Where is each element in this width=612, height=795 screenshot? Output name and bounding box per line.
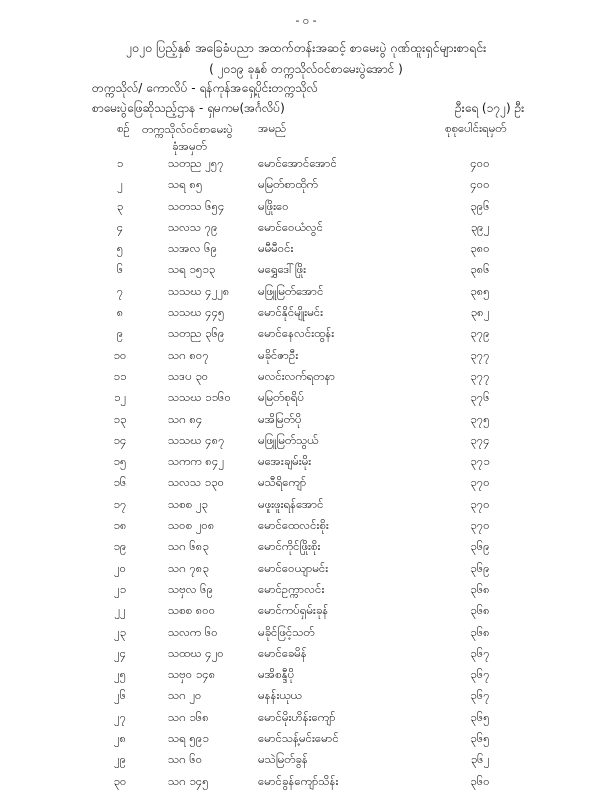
- row-name: မမီမီဝင်း: [258, 241, 294, 256]
- row-roll-number: သထဃ ၄၂၀: [168, 645, 224, 660]
- header-roll-line2: ခုံအမှတ်: [172, 139, 207, 153]
- row-name: မမြတ်စုရိပ်: [258, 390, 304, 405]
- row-marks: ၃၇၀: [470, 518, 490, 533]
- row-marks: ၄၀၀: [470, 156, 490, 170]
- row-number: ၅: [116, 241, 124, 256]
- row-marks: ၃၈၆: [470, 262, 490, 277]
- table-row: [0, 582, 612, 603]
- table-row: [0, 497, 612, 518]
- row-roll-number: သသဃ ၄၂၂၈: [168, 283, 230, 298]
- row-marks: ၃၆၈: [470, 624, 490, 639]
- row-roll-number: သသဃ ၄၈၇: [168, 432, 225, 447]
- row-name: မောင်ဥက္ကာလင်း: [258, 581, 325, 596]
- row-roll-number: သဂ ၁၄၅: [168, 773, 209, 788]
- row-name: မခိုင်ဖြင့်သတ်: [258, 624, 315, 639]
- row-marks: ၃၇၀: [470, 496, 490, 511]
- row-number: ၂၇: [113, 709, 127, 724]
- table-row: [0, 752, 612, 773]
- row-name: မဖြူမြတ်အောင်: [258, 283, 324, 298]
- row-roll-number: သဒပ ၃၀: [168, 368, 209, 383]
- row-marks: ၃၆၉: [470, 539, 490, 554]
- table-row: [0, 241, 612, 262]
- row-marks: ၃၆၇: [470, 645, 490, 660]
- header-name: အမည်: [258, 121, 287, 135]
- row-number: ၇: [116, 283, 124, 298]
- row-number: ၆: [116, 262, 124, 277]
- row-roll-number: သဂ ၁၆၈: [168, 709, 209, 724]
- table-row: [0, 539, 612, 560]
- row-roll-number: သဝစ ၂၀၈: [168, 518, 215, 533]
- row-marks: ၃၆၅: [470, 709, 490, 724]
- row-number: ၂၆: [113, 688, 127, 703]
- row-marks: ၃၇၁: [470, 454, 490, 469]
- row-name: မနန်းယုယ: [258, 688, 302, 703]
- row-name: မောင်ဝေယျာမင်း: [258, 560, 329, 575]
- total-count: ဦးရေ (၁၇၂) ဦး: [455, 101, 525, 115]
- row-roll-number: သလသ ၁၃၀: [168, 475, 225, 490]
- row-name: မအိစန္ဒီပို: [258, 667, 295, 682]
- table-row: [0, 688, 612, 709]
- table-row: [0, 710, 612, 731]
- row-roll-number: သလက ၆၀: [168, 624, 218, 639]
- table-row: [0, 518, 612, 539]
- row-name: မဖြိုးဝေ: [258, 198, 289, 213]
- row-roll-number: သလသ ၇၉: [168, 219, 218, 234]
- row-number: ၁၀: [113, 347, 127, 362]
- row-marks: ၃၆၈: [470, 581, 490, 596]
- header-roll: [142, 121, 233, 155]
- row-number: ၂၈: [113, 731, 127, 746]
- row-roll-number: သဂ ၆၈၃: [168, 539, 209, 554]
- row-marks: ၃၈၂: [470, 305, 490, 320]
- row-number: ၁၈: [113, 518, 127, 533]
- row-roll-number: သရ ၁၅၁၃: [168, 262, 216, 277]
- row-name: မောင်ထေလင်းစိုး: [258, 518, 329, 533]
- row-roll-number: သဂ ၇၈၃: [168, 560, 209, 575]
- row-number: ၈: [116, 305, 124, 320]
- row-roll-number: သအလ ၆၉: [168, 241, 218, 256]
- table-row: [0, 177, 612, 198]
- row-number: ၃: [116, 198, 124, 213]
- row-roll-number: သကက ၈၄၂: [168, 454, 224, 469]
- table-row: [0, 326, 612, 347]
- row-name: မောင်နိုင်မျိုးမင်း: [258, 305, 324, 320]
- row-marks: ၃၇၇: [470, 347, 490, 362]
- row-marks: ၃၇၉: [470, 326, 490, 341]
- row-number: ၁: [116, 156, 124, 170]
- row-roll-number: သသဃ ၄၄၅: [168, 305, 225, 320]
- row-name: မခိုင်ဇာဦး: [258, 347, 299, 362]
- results-table: [0, 156, 612, 795]
- row-number: ၁၉: [113, 539, 127, 554]
- document-subtitle: ( ၂၀၁၉ ခုနှစ် တက္ကသိုလ်ဝင်စာမေးပွဲအောင် ): [209, 62, 403, 76]
- row-marks: ၃၉၆: [470, 198, 490, 213]
- row-roll-number: သဂ ၈၀၇: [168, 347, 209, 362]
- row-number: ၂၂: [114, 603, 126, 618]
- row-number: ၉: [116, 326, 124, 341]
- row-roll-number: သဂ ၂၀: [168, 688, 202, 703]
- table-row: [0, 412, 612, 433]
- row-number: ၁၃: [113, 411, 127, 426]
- table-row: [0, 262, 612, 283]
- row-name: မောင်ကိုင်ဖြိုးစိုး: [258, 539, 321, 554]
- row-number: ၃၀: [113, 773, 127, 788]
- table-row: [0, 603, 612, 624]
- row-name: မောင်မိုးဟိန်းကျော်: [258, 709, 336, 724]
- row-number: ၂၁: [113, 581, 127, 596]
- row-marks: ၃၉၂: [470, 219, 490, 234]
- table-row: [0, 220, 612, 241]
- row-marks: ၃၆၇: [470, 688, 490, 703]
- table-row: [0, 625, 612, 646]
- row-name: မောင်နေလင်းထွန်း: [258, 326, 335, 341]
- row-number: ၂၉: [113, 752, 127, 767]
- row-roll-number: သရ ၅၉၁: [168, 731, 209, 746]
- row-roll-number: သဂ ၈၄: [168, 411, 203, 426]
- table-row: [0, 284, 612, 305]
- row-name: မောင်အောင်အောင်: [258, 156, 337, 170]
- header-marks: စုစုပေါင်းရမှတ်: [445, 121, 507, 135]
- table-row: [0, 731, 612, 752]
- row-marks: ၃၈၀: [470, 241, 490, 256]
- table-row: [0, 433, 612, 454]
- row-name: မောင်ခေမိန်: [258, 645, 307, 660]
- table-row: [0, 369, 612, 390]
- table-row: [0, 646, 612, 667]
- table-row: [0, 156, 612, 177]
- row-marks: ၃၇၀: [470, 475, 490, 490]
- row-number: ၂၀: [113, 560, 127, 575]
- row-number: ၂၅: [113, 667, 127, 682]
- header-no: စဉ်: [117, 121, 130, 135]
- row-number: ၄: [116, 219, 124, 234]
- table-row: [0, 348, 612, 369]
- row-roll-number: သဂ ၆၀: [168, 752, 203, 767]
- row-name: မဖူးဖူးရန်အောင်: [258, 496, 324, 511]
- row-number: ၁၆: [113, 475, 127, 490]
- table-row: [0, 199, 612, 220]
- row-marks: ၃၆၂: [470, 752, 490, 767]
- row-roll-number: သသဃ ၁၁၆၀: [168, 390, 231, 405]
- university-line: တက္ကသိုလ်/ ကောလိပ် - ရန်ကုန်အရှေ့ပိုင်းတက္ကသိုလ်: [92, 81, 318, 95]
- row-roll-number: သဗှဝ ၁၄၈: [168, 667, 216, 682]
- row-marks: ၃၆၈: [470, 603, 490, 618]
- row-name: မသဲမြတ်ခွန်: [258, 752, 308, 767]
- row-marks: ၃၈၅: [470, 283, 490, 298]
- row-roll-number: သတည ၃၆၉: [168, 326, 225, 341]
- table-row: [0, 667, 612, 688]
- row-name: မသီရိကျော်: [258, 475, 307, 490]
- row-name: မအိမြတ်ပို: [258, 411, 302, 426]
- row-roll-number: သဗှလ ၆၉: [168, 581, 214, 596]
- row-marks: ၃၇၇: [470, 368, 490, 383]
- row-number: ၁၅: [113, 454, 127, 469]
- table-row: [0, 305, 612, 326]
- row-marks: ၄၀၀: [470, 177, 490, 192]
- row-roll-number: သတသ ၆၅၄: [168, 198, 225, 213]
- row-name: မအေးချမ်းမိုး: [258, 454, 312, 469]
- table-row: [0, 475, 612, 496]
- table-row: [0, 454, 612, 475]
- row-marks: ၃၆၇: [470, 667, 490, 682]
- table-row: [0, 390, 612, 411]
- row-marks: ၃၆၀: [470, 773, 490, 788]
- row-name: မရွှေဒေါ်ဖြိုး: [258, 262, 307, 277]
- row-number: ၁၂: [113, 390, 127, 405]
- row-roll-number: သရ ၈၅: [168, 177, 203, 192]
- row-number: ၂၃: [113, 624, 127, 639]
- row-name: မောင်သန့်မင်းမောင်: [258, 731, 339, 746]
- row-name: မောင်ခွန်ကျော်သိန်း: [258, 773, 339, 788]
- row-marks: ၃၇၆: [470, 390, 490, 405]
- row-number: ၂: [117, 177, 123, 192]
- row-marks: ၃၆၉: [470, 560, 490, 575]
- row-roll-number: သစစ ၂၃: [168, 496, 208, 511]
- row-marks: ၃၇၄: [470, 432, 490, 447]
- document-title: ၂၀၂၀ ပြည့်နှစ် အခြေခံပညာ အထက်တန်းအဆင့် စာမေးပွဲ ဂုဏ်ထူးရှင်များစာရင်း: [125, 40, 487, 55]
- row-name: မောင်ကပ်ရှမ်းခုန်: [258, 603, 329, 618]
- row-name: မမြတ်စာထိုက်: [258, 177, 318, 192]
- page-number: - ၀ -: [295, 14, 317, 27]
- row-roll-number: သစစ ၈၀၀: [168, 603, 216, 618]
- row-marks: ၃၆၅: [470, 731, 490, 746]
- row-marks: ၃၇၅: [470, 411, 490, 426]
- row-roll-number: သတည ၂၅၇: [168, 156, 224, 170]
- header-roll-line1: တက္ကသိုလ်ဝင်စာမေးပွဲ: [142, 122, 233, 136]
- row-number: ၂၄: [113, 645, 127, 660]
- row-name: မောင်ဝေယံလွင်: [258, 219, 323, 234]
- table-row: [0, 561, 612, 582]
- row-number: ၁၇: [113, 496, 127, 511]
- row-number: ၁၁: [113, 368, 127, 383]
- exam-center-line: စာမေးပွဲဖြေဆိုသည့်ဌာန - ရှမကမ(အင်္ဂလိပ်): [92, 101, 285, 115]
- row-number: ၁၄: [113, 432, 127, 447]
- row-name: မဖြူမြတ်သွယ်: [258, 432, 319, 447]
- row-name: မလင်းလက်ရတနာ: [258, 368, 336, 383]
